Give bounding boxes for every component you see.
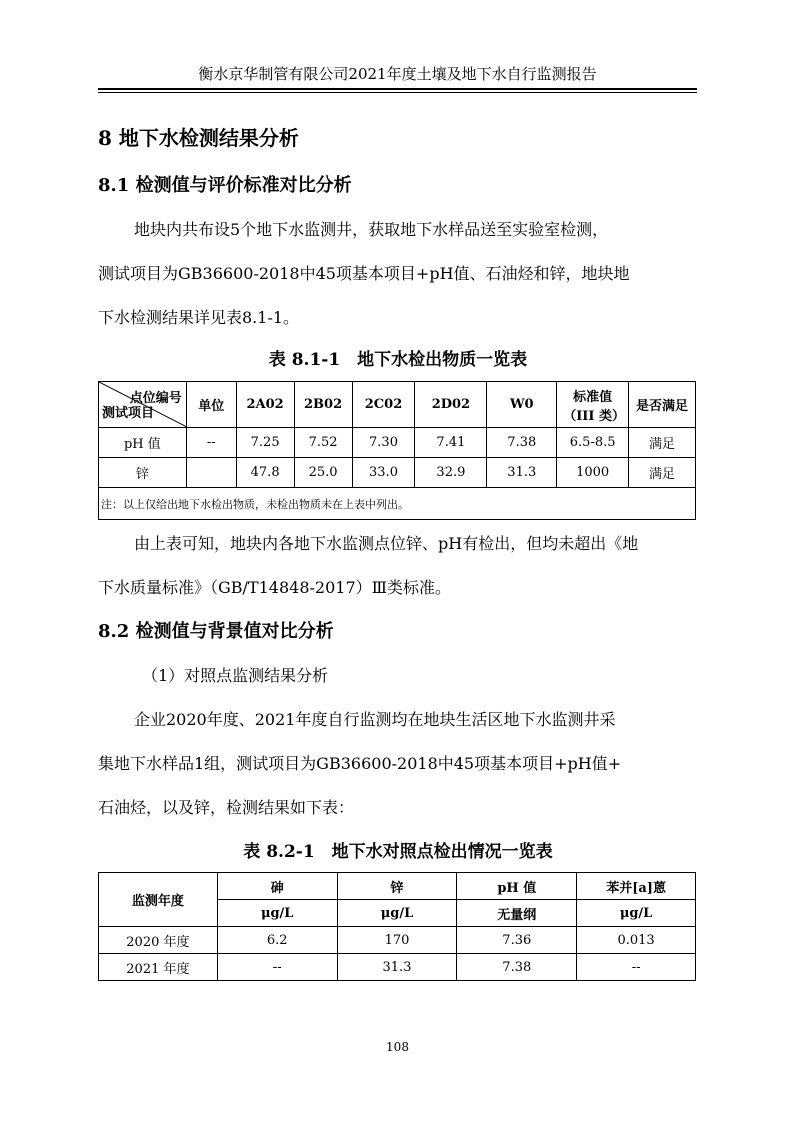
column-header: 锌 <box>337 873 457 900</box>
para1-line1: 地块内共布设5个地下水监测井，获取地下水样品送至实验室检测， <box>134 220 609 239</box>
para1-line2: 测试项目为GB36600-2018中45项基本项目+pH值、石油烃和锌，地块地 <box>98 264 630 283</box>
value-cell: 25.0 <box>294 458 352 488</box>
section-8-1-title: 8.1 检测值与评价标准对比分析 <box>98 175 352 196</box>
point-header: 2C02 <box>352 382 415 428</box>
table-row <box>99 927 696 954</box>
table-8-1-1 <box>98 381 696 520</box>
value-cell: -- <box>217 954 337 981</box>
value-cell: 170 <box>337 927 457 954</box>
value-cell: 31.3 <box>487 458 557 488</box>
point-header: 2A02 <box>236 382 294 428</box>
para3-line3: 石油烃，以及锌，检测结果如下表： <box>98 798 355 817</box>
standard-header: 标准值（III 类） <box>557 382 629 428</box>
page-header: 衡水京华制管有限公司2021年度土壤及地下水自行监测报告 <box>198 65 597 83</box>
header-rule-thin <box>98 92 697 93</box>
point-header: 2D02 <box>415 382 487 428</box>
table-row <box>99 954 696 981</box>
page-number: 108 <box>386 1040 409 1054</box>
item-cell: 锌 <box>99 458 187 488</box>
column-header: 苯并[a]蒽 <box>577 873 696 900</box>
para3-line1: 企业2020年度、2021年度自行监测均在地块生活区地下水监测井采 <box>134 710 616 729</box>
item-label: 测试项目 <box>102 406 155 421</box>
unit-header: μg/L <box>217 900 337 927</box>
value-cell: 7.36 <box>457 927 577 954</box>
value-cell: 0.013 <box>577 927 696 954</box>
para2-line1: 由上表可知，地块内各地下水监测点位锌、pH有检出，但均未超出《地 <box>134 534 639 553</box>
value-cell: -- <box>577 954 696 981</box>
value-cell: 47.8 <box>236 458 294 488</box>
table1-note: 注：以上仅给出地下水检出物质，未检出物质未在上表中列出。 <box>99 488 696 520</box>
point-header: 2B02 <box>294 382 352 428</box>
header-rule-thick <box>98 88 697 90</box>
value-cell: 6.2 <box>217 927 337 954</box>
section-8-2-subtitle: （1）对照点监测结果分析 <box>142 666 329 685</box>
table2-caption: 表 8.2-1 地下水对照点检出情况一览表 <box>243 842 553 862</box>
table1-caption: 表 8.1-1 地下水检出物质一览表 <box>268 350 528 370</box>
unit-header: 单位 <box>186 382 236 428</box>
point-header: W0 <box>487 382 557 428</box>
year-cell: 2020 年度 <box>99 927 218 954</box>
unit-cell: -- <box>186 428 236 458</box>
value-cell: 31.3 <box>337 954 457 981</box>
para1-line3: 下水检测结果详见表8.1-1。 <box>98 308 300 327</box>
value-cell: 33.0 <box>352 458 415 488</box>
meets-cell: 满足 <box>629 458 696 488</box>
section-8-title: 8 地下水检测结果分析 <box>98 126 299 150</box>
year-cell: 2021 年度 <box>99 954 218 981</box>
table-8-2-1 <box>98 872 696 981</box>
meets-cell: 满足 <box>629 428 696 458</box>
value-cell: 7.30 <box>352 428 415 458</box>
diagonal-header-cell <box>99 382 187 428</box>
value-cell: 7.38 <box>487 428 557 458</box>
column-header: pH 值 <box>457 873 577 900</box>
table-row <box>99 428 696 458</box>
para2-line2: 下水质量标准》（GB/T14848-2017）Ⅲ类标准。 <box>98 578 452 597</box>
value-cell: 7.52 <box>294 428 352 458</box>
unit-header: 无量纲 <box>457 900 577 927</box>
table-row <box>99 458 696 488</box>
year-header: 监测年度 <box>99 873 218 927</box>
meets-header: 是否满足 <box>629 382 696 428</box>
value-cell: 7.25 <box>236 428 294 458</box>
unit-cell <box>186 458 236 488</box>
point-label: 点位编号 <box>129 391 182 406</box>
standard-cell: 6.5-8.5 <box>557 428 629 458</box>
value-cell: 7.41 <box>415 428 487 458</box>
unit-header: μg/L <box>577 900 696 927</box>
unit-header: μg/L <box>337 900 457 927</box>
column-header: 砷 <box>217 873 337 900</box>
item-cell: pH 值 <box>99 428 187 458</box>
section-8-2-title: 8.2 检测值与背景值对比分析 <box>98 621 334 642</box>
value-cell: 32.9 <box>415 458 487 488</box>
value-cell: 7.38 <box>457 954 577 981</box>
standard-cell: 1000 <box>557 458 629 488</box>
para3-line2: 集地下水样品1组，测试项目为GB36600-2018中45项基本项目+pH值+ <box>98 754 622 773</box>
